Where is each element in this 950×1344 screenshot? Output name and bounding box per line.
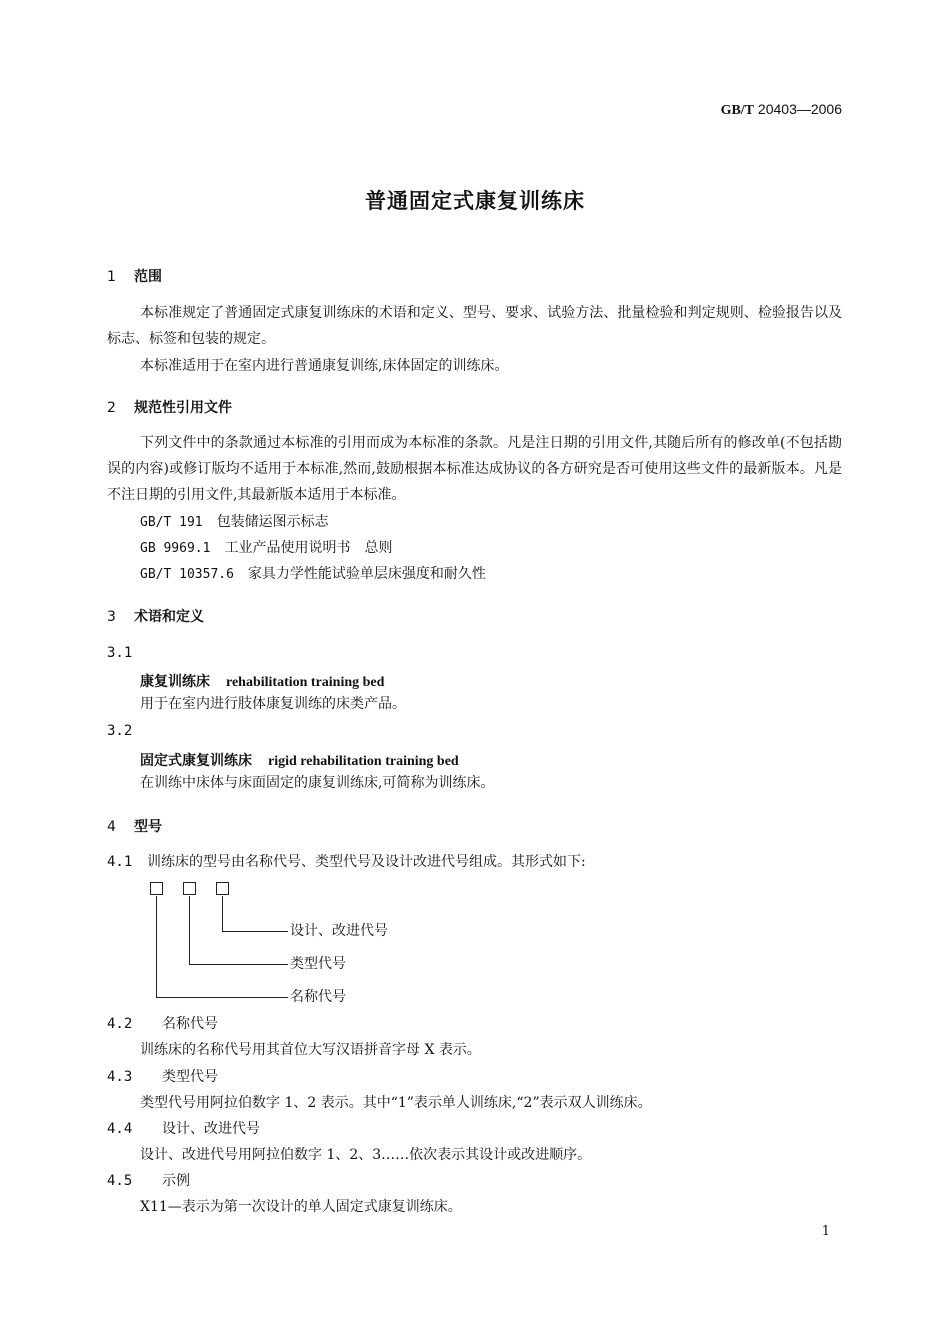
- reference-code: GB 9969.1: [140, 541, 211, 556]
- standard-code-number: 20403—2006: [757, 101, 842, 117]
- reference-title: 家具力学性能试验单层床强度和耐久性: [247, 566, 486, 582]
- design-code-box: [216, 882, 229, 895]
- clause-title: 类型代号: [162, 1069, 218, 1085]
- name-code-label: 名称代号: [290, 989, 346, 1005]
- section-1-heading: [107, 266, 162, 286]
- design-code-label: 设计、改进代号: [290, 923, 388, 939]
- clause-4-5-heading: [107, 1168, 190, 1194]
- section-1-paragraph-2: 本标准适用于在室内进行普通康复训练,床体固定的训练床。: [140, 358, 509, 374]
- reference-item: [140, 561, 486, 588]
- clause-4-4-text: 设计、改进代号用阿拉伯数字 1、2、3……依次表示其设计或改进顺序。: [140, 1147, 592, 1163]
- section-number: 4: [107, 819, 116, 835]
- clause-4-2-text: 训练床的名称代号用其首位大写汉语拼音字母 X 表示。: [140, 1042, 481, 1058]
- clause-text: 训练床的型号由名称代号、类型代号及设计改进代号组成。其形式如下:: [147, 854, 586, 870]
- name-code-leader-vertical: [156, 896, 157, 997]
- name-code-box: [150, 882, 163, 895]
- reference-code: GB/T 10357.6: [140, 567, 234, 582]
- section-1-paragraph-1: 本标准规定了普通固定式康复训练床的术语和定义、型号、要求、试验方法、批量检验和判定规则、检验报告以及标志、标签和包装的规定。: [107, 305, 842, 347]
- clause-number: 4.5: [107, 1173, 133, 1189]
- type-code-label: 类型代号: [290, 956, 346, 972]
- reference-item: [140, 535, 392, 562]
- document-title: 普通固定式康复训练床: [365, 189, 585, 213]
- clause-4-3-heading: [107, 1064, 218, 1090]
- reference-item: [140, 509, 329, 536]
- name-code-leader-horizontal: [156, 997, 288, 998]
- clause-4-3-text: 类型代号用阿拉伯数字 1、2 表示。其中“1”表示单人训练床,“2”表示双人训练床。: [140, 1095, 652, 1111]
- section-2-heading: [107, 397, 232, 417]
- term-entry: [140, 750, 459, 770]
- clause-title: 名称代号: [162, 1016, 218, 1032]
- term-definition: 用于在室内进行肢体康复训练的床类产品。: [140, 696, 406, 712]
- section-title: 范围: [134, 269, 162, 285]
- section-number: 2: [107, 400, 116, 416]
- clause-number: 4.3: [107, 1069, 133, 1085]
- reference-title: 工业产品使用说明书 总则: [224, 540, 393, 556]
- clause-number: 4.2: [107, 1016, 133, 1032]
- section-title: 规范性引用文件: [134, 400, 232, 416]
- section-3-heading: [107, 606, 204, 626]
- clause-number: 4.4: [107, 1121, 133, 1137]
- clause-3-2-number: 3.2: [107, 723, 133, 739]
- design-code-leader-horizontal: [222, 931, 288, 932]
- clause-4-5-text: X11—表示为第一次设计的单人固定式康复训练床。: [140, 1199, 462, 1215]
- clause-4-2-heading: [107, 1011, 218, 1037]
- term-definition: 在训练中床体与床面固定的康复训练床,可简称为训练床。: [140, 775, 495, 791]
- type-code-leader-horizontal: [189, 964, 288, 965]
- section-title: 型号: [134, 819, 162, 835]
- reference-code: GB/T 191: [140, 515, 203, 530]
- term-english: rigid rehabilitation training bed: [268, 754, 459, 769]
- clause-4-4-heading: [107, 1116, 260, 1142]
- standard-code: [721, 101, 842, 119]
- term-english: rehabilitation training bed: [226, 675, 385, 690]
- term-chinese: 固定式康复训练床: [140, 753, 252, 769]
- term-entry: [140, 671, 384, 691]
- term-chinese: 康复训练床: [140, 674, 210, 690]
- section-title: 术语和定义: [134, 609, 204, 625]
- type-code-box: [183, 882, 196, 895]
- section-number: 3: [107, 609, 116, 625]
- reference-title: 包装储运图示标志: [216, 514, 329, 530]
- section-2-paragraph-1: 下列文件中的条款通过本标准的引用而成为本标准的条款。凡是注日期的引用文件,其随后所有的修改单(不包括勘误的内容)或修订版均不适用于本标准,然而,鼓励根据本标准达成协议的各方研究是否可使用这些文件的最新版本。凡是不注日期的引用文件,其最新版本适用于本标准。: [107, 435, 842, 503]
- clause-3-1-number: 3.1: [107, 645, 133, 661]
- page-number: 1: [821, 1224, 830, 1239]
- clause-title: 示例: [162, 1173, 190, 1189]
- design-code-leader-vertical: [222, 896, 223, 931]
- clause-title: 设计、改进代号: [162, 1121, 260, 1137]
- clause-number: 4.1: [107, 854, 133, 870]
- type-code-leader-vertical: [189, 896, 190, 964]
- section-4-heading: [107, 816, 162, 836]
- standard-code-prefix: GB/T: [720, 103, 755, 118]
- section-number: 1: [107, 269, 116, 285]
- clause-4-1: [107, 849, 586, 875]
